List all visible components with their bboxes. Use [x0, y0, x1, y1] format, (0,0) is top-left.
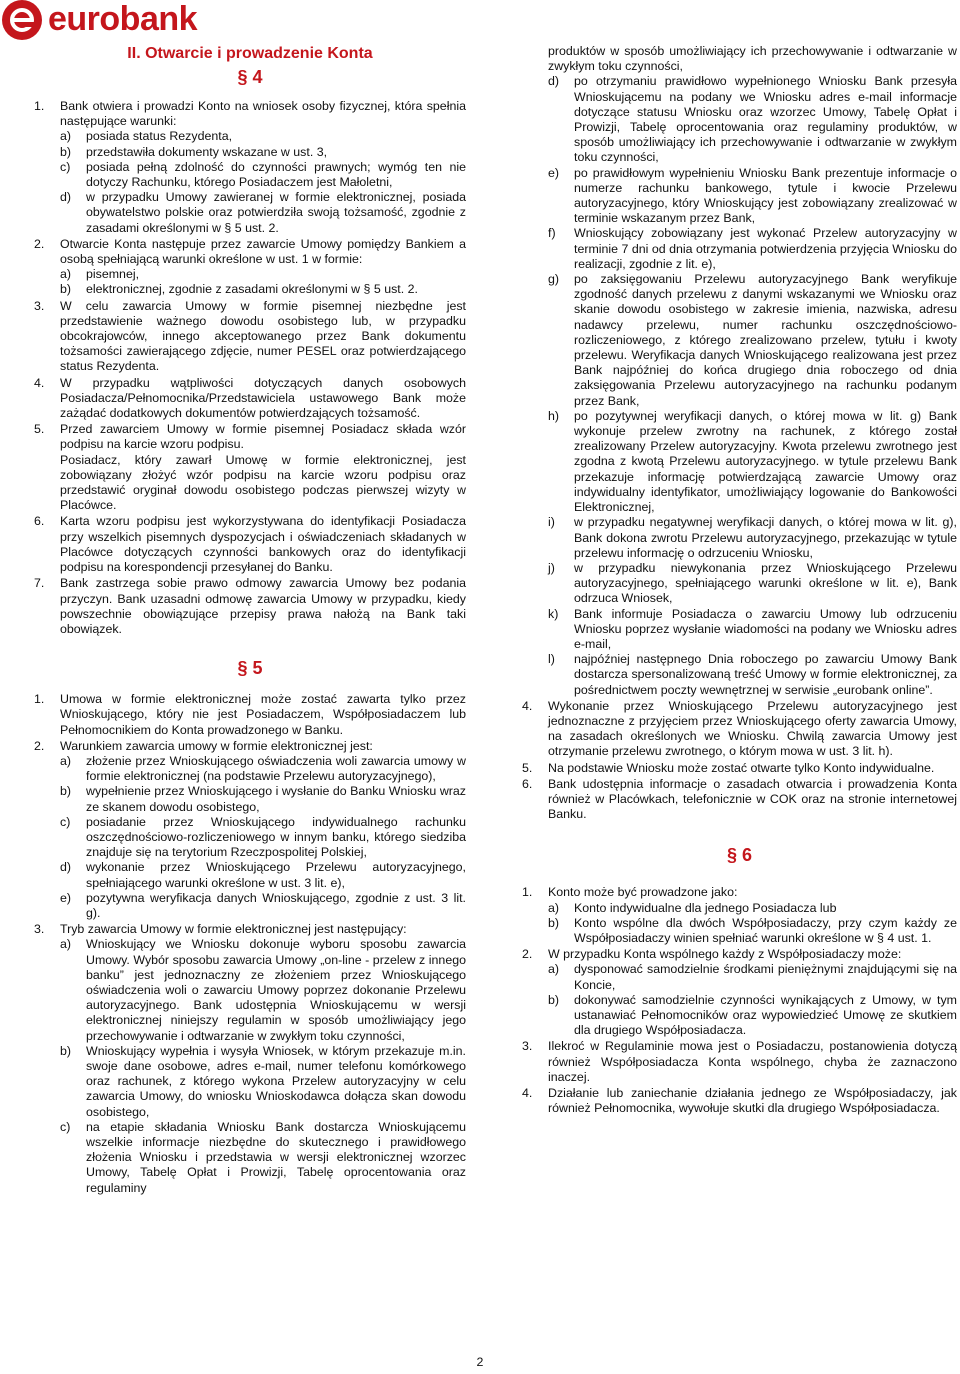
sub-item-letter: b): [548, 915, 560, 930]
list-item: [522, 777, 957, 823]
sub-item: [548, 226, 957, 272]
brand-name: eurobank: [48, 0, 198, 39]
item-number: 5.: [34, 422, 45, 437]
list-item: [34, 739, 466, 754]
sub-item-text: po prawidłowym wypełnieniu Wniosku Bank prezentuje informacje o numerze rachunku bankowego, tytule i kwocie Przelewu autoryzacyjnego, który Wnioskujący jest zobowiązany zrealizować w terminie wskazanym przez Bank,: [574, 165, 957, 226]
list-item: [34, 237, 466, 267]
item-number: 3.: [522, 1039, 533, 1054]
list-item: [522, 1039, 957, 1085]
item-number: 1.: [34, 99, 45, 113]
item-text: Ilekroć w Regulaminie mowa jest o Posiadaczu, postanowienia dotyczą również Współposiadacza Konta wspólnego, chyba że zaznaczono inaczej.: [548, 1039, 957, 1084]
eurobank-logo: [2, 0, 197, 40]
item-number: 1.: [522, 885, 533, 900]
eurobank-e-icon: [2, 0, 42, 40]
sub-item-letter: b): [60, 1043, 72, 1058]
list-item: [522, 761, 957, 776]
sub-item-text: posiadanie przez Wnioskującego indywidualnego rachunku oszczędnościowo-rozliczeniowego w innym banku, którego siedziba znajduje się na terytorium Rzeczpospolitej Polskiej,: [86, 814, 466, 860]
sub-item-text: w przypadku niewykonania przez Wnioskującego Przelewu autoryzacyjnego, spełniającego warunki określone w lit. e), Bank odrzuca Wniosek,: [574, 560, 957, 606]
item-number: 4.: [522, 1086, 533, 1100]
sub-item: [60, 937, 466, 1043]
sub-item-text: Wnioskujący zobowiązany jest wykonać Przelew autoryzacyjny w terminie 7 dni od dnia otrzymania potwierdzenia przyjęcia Wniosku do realizacji, zgodnie z lit. e),: [574, 226, 957, 271]
list-item: [34, 514, 466, 575]
page-number: 2: [476, 1355, 484, 1369]
item-number: 5.: [522, 760, 533, 775]
item-number: 2.: [522, 947, 533, 962]
sub-item: [60, 1120, 466, 1196]
list-item: [34, 692, 466, 738]
item-text: Bank udostępnia informacje o zasadach otwarcia i prowadzenia Konta również w Placówkach, telefonicznie w COK oraz na stronie internetowej Banku.: [548, 776, 957, 822]
section-5-body: [34, 692, 466, 1196]
sub-item: [548, 561, 957, 607]
sub-item-text: elektronicznej, zgodnie z zasadami określonymi w § 5 ust. 2.: [86, 282, 418, 297]
sub-item-letter: l): [548, 652, 555, 667]
item-number: 1.: [34, 692, 45, 707]
sub-item: [60, 815, 466, 861]
sub-item-letter: e): [548, 165, 560, 180]
item-text: Bank otwiera i prowadzi Konto na wniosek osoby fizycznej, która spełnia następujące warunki:: [60, 99, 466, 129]
sub-item-letter: i): [548, 515, 555, 530]
list-item: [34, 376, 466, 422]
sub-item: [548, 916, 957, 946]
item-text: Otwarcie Konta następuje przez zawarcie Umowy pomiędzy Bankiem a osobą spełniającą warunki określone w ust. 1 w formie:: [60, 236, 466, 267]
list-item: [34, 299, 466, 375]
section-5-sign: § 5: [237, 658, 263, 679]
item-number: 4.: [522, 698, 533, 713]
item-number: 3.: [34, 298, 45, 313]
item-number: 2.: [34, 236, 45, 251]
item-number: 6.: [34, 514, 45, 529]
item-text: Umowa w formie elektronicznej może zostać zawarta tylko przez Wnioskującego, który nie jest Posiadaczem, Współposiadaczem lub Pełnomocnikiem do Konta prowadzonego w Banku.: [60, 692, 466, 737]
sub-item: [60, 784, 466, 814]
list-item: [34, 576, 466, 637]
sub-item: [60, 190, 466, 236]
sub-item-text: najpóźniej następnego Dnia roboczego po zawarciu Umowy Bank dostarcza spersonalizowaną treść Umowy w formie elektronicznej, za pośrednictwem poczty wewnętrznej w serwisie „eurobank online”.: [574, 652, 957, 697]
right-column: [522, 44, 957, 1116]
sub-item-letter: d): [548, 74, 560, 89]
sub-item: [60, 1044, 466, 1120]
section-4-body: [34, 99, 466, 637]
sub-item-letter: a): [548, 900, 560, 915]
sub-item-text: Wnioskujący we Wniosku dokonuje wyboru sposobu zawarcia Umowy. Wybór sposobu zawarcia Umowy „on-line - przelew z innego banku” jest jednoznaczny ze złożeniem przez Wnioskującego oświadczenia woli o zawarciu Umowy poprzez dokonanie Przelewu autoryzacyjnego. Bank udostępnia Wnioskującemu w wersji elektronicznej niniejszy regulamin w sposób umożliwiający jego przechowywanie i odtwarzanie w zwykłym toku czynności,: [86, 937, 466, 1043]
section-6-sign: § 6: [726, 845, 753, 866]
sub-item: [60, 267, 466, 282]
sub-item: [60, 145, 466, 160]
sub-item-letter: a): [60, 937, 72, 952]
item-text: Karta wzoru podpisu jest wykorzystywana do identyfikacji Posiadacza przy wszelkich pisemnych dyspozycjach i oświadczeniach składanych w Placówce dotyczących czynności bankowych oraz do identyfikacji podpisu na korespondencji przesyłanej do Banku.: [60, 514, 466, 575]
chapter-title: II. Otwarcie i prowadzenie Konta: [127, 45, 373, 62]
sub-item-text: po otrzymaniu prawidłowo wypełnionego Wniosku Bank przesyła Wnioskującemu na podany we Wniosku adres e-mail informacje dotyczące statusu Wniosku oraz wzorzec Umowy, Tabelę Opłat i Prowizji, Tabelę oprocentowania oraz regulaminy produktów, w sposób umożliwiający ich przechowywanie i odtwarzanie w zwykłym toku czynności,: [574, 74, 957, 165]
sub-item: [60, 129, 466, 144]
sub-item-text: po pozytywnej weryfikacji danych, o której mowa w lit. g) Bank wykonuje przelew zwrotny na rachunek, z którego został zrealizowany Przelew autoryzacyjny. Kwota przelewu zwrotnego jest zgodna z kwotą Przelewu autoryzacyjnego. w tytule przelewu Bank przekazuje informację potwierdzającą zawarcie Umowy oraz indywidualny identyfikator, umożliwiający logowanie do Bankowości Elektronicznej,: [574, 408, 957, 515]
left-column: [34, 44, 466, 1196]
list-item: [522, 1086, 957, 1116]
sub-item: [60, 891, 466, 921]
sub-item-letter: b): [60, 784, 72, 799]
sub-item-text: posiada pełną zdolność do czynności prawnych; wymóg ten nie dotyczy Rachunku, którego Posiadaczem jest Małoletni,: [86, 159, 466, 190]
sub-item-text: Konto wspólne dla dwóch Współposiadaczy, przy czym każdy ze Współposiadaczy winien spełniać warunki określone w § 4 ust. 1.: [574, 915, 957, 945]
section-6-body: [522, 885, 957, 1116]
sub-item: [548, 901, 957, 916]
item-number: 7.: [34, 576, 45, 591]
sub-item: [60, 860, 466, 890]
sub-item-letter: c): [60, 159, 71, 174]
sub-item-text: wykonanie przez Wnioskującego Przelewu autoryzacyjnego, spełniającego warunki określone w ust. 3 lit. e),: [86, 860, 466, 890]
item-text: W przypadku Konta wspólnego każdy z Współposiadaczy może:: [548, 947, 902, 962]
sub-item-text: po zaksięgowaniu Przelewu autoryzacyjnego Bank weryfikuje zgodność danych przelewu z danymi wskazanymi we Wniosku oraz skanie dowodu osobistego w zakresie imienia, nazwiska, adresu nadawcy przelewu, numer rachunku oszczędnościowo-rozliczeniowego, z którego zrealizowano przelew, tytułu i kwoty przelewu. Weryfikacja danych Wnioskującego realizowana jest przez Bank najpóźniej do końca drugiego dnia roboczego od dnia zaksięgowania Przelewu autoryzacyjnego na rachunku podanym przez Bank,: [574, 272, 957, 408]
sub-item-text: w przypadku Umowy zawieranej w formie elektronicznej, posiada obywatelstwo polskie oraz potwierdziła swoją tożsamość, zgodnie z zasadami określonymi w § 5 ust. 2.: [86, 190, 466, 235]
sub-item-text: pisemnej,: [86, 267, 140, 282]
sub-item-letter: a): [548, 962, 560, 977]
item-number: 4.: [34, 375, 45, 390]
item-text: Na podstawie Wniosku może zostać otwarte tylko Konto indywidualne.: [548, 760, 935, 775]
sub-item: [548, 272, 957, 409]
item-text: Przed zawarciem Umowy w formie pisemnej Posiadacz składa wzór podpisu na karcie wzoru podpisu.: [60, 422, 466, 452]
list-item: [522, 699, 957, 760]
sub-item-letter: k): [548, 606, 559, 621]
sub-item-letter: b): [60, 282, 72, 297]
sub-item: [60, 754, 466, 784]
sub-item-letter: d): [60, 860, 72, 875]
sub-item-letter: g): [548, 272, 560, 287]
sub-item: [548, 962, 957, 992]
sub-item-text: dokonywać samodzielnie czynności wynikających z Umowy, w tym ustanawiać Pełnomocników oraz wypowiedzieć Umowę ze skutkiem dla drugiego Współposiadacza.: [574, 992, 957, 1038]
item-number: 3.: [34, 922, 45, 937]
sub-item-letter: h): [548, 408, 560, 423]
item-text: W celu zawarcia Umowy w formie pisemnej niezbędne jest przedstawienie ważnego dowodu osobistego lub, w przypadku obcokrajowców, innego akceptowanego przez Bank dokumentu tożsamości zawierającego zdjęcie, numer PESEL oraz potwierdzającego status Rezydenta.: [60, 298, 466, 374]
item-text: Wykonanie przez Wnioskującego Przelewu autoryzacyjnego jest jednoznaczne z przyjęciem przez Wnioskującego oferty zawarcia Umowy, na zasadach określonych we Wniosku. Chwilą zawarcia Umowy jest otrzymanie przelewu zwrotnego, o którym mowa w ust. 3 lit. h).: [548, 698, 957, 759]
sub-item-letter: j): [548, 560, 555, 575]
sub-item: [548, 993, 957, 1039]
list-item: [34, 422, 466, 452]
sub-item-letter: b): [548, 992, 560, 1007]
sub-item-text: przedstawiła dokumenty wskazane w ust. 3,: [86, 144, 328, 159]
sub-item-text: Wnioskujący wypełnia i wysyła Wniosek, w którym przekazuje m.in. swoje dane osobowe, adres e-mail, numer telefonu komórkowego oraz rachunek, z którego wykona Przelew autoryzacyjny w celu zawarcia Umowy, do wniosku Wnioskodawca dołącza skan dowodu osobistego,: [86, 1043, 466, 1119]
list-item: [522, 947, 957, 962]
sub-item: [548, 515, 957, 561]
item-text: W przypadku wątpliwości dotyczących danych osobowych Posiadacza/Pełnomocnika/Przedstawiciela ustawowego Bank może zażądać dodatkowych dokumentów potwierdzających tożsamość.: [60, 375, 466, 421]
sub-item-letter: d): [60, 190, 72, 205]
item-number: 6.: [522, 776, 533, 791]
sub-item-text: Konto indywidualne dla jednego Posiadacza lub: [574, 900, 837, 915]
sub-item-text: wypełnienie przez Wnioskującego i wysłanie do Banku Wniosku wraz ze skanem dowodu osobistego,: [86, 784, 466, 814]
sub-item: [60, 160, 466, 190]
sub-item-letter: a): [60, 267, 72, 282]
item-number: 2.: [34, 738, 45, 753]
sub-item-text: złożenie przez Wnioskującego oświadczenia woli zawarcia umowy w formie elektronicznej (na podstawie Przelewu autoryzacyjnego),: [86, 753, 466, 784]
continuation-text: produktów w sposób umożliwiający ich przechowywanie i odtwarzanie w zwykłym toku czynności,: [548, 44, 957, 74]
sub-item: [548, 166, 957, 227]
item-continuation: Posiadacz, który zawarł Umowę w formie elektronicznej, jest zobowiązany złożyć wzór podpisu na karcie wzoru podpisu oraz przedstawić oryginał dowodu osobistego podczas pierwszej wizyty w Placówce.: [60, 452, 466, 513]
sub-item-text: pozytywna weryfikacja danych Wnioskującego, zgodnie z ust. 3 lit. g).: [86, 890, 466, 920]
sub-item-text: posiada status Rezydenta,: [86, 129, 233, 144]
sub-item-letter: e): [60, 890, 72, 905]
sub-item-text: na etapie składania Wniosku Bank dostarcza Wnioskującemu wszelkie informacje niezbędne do skutecznego i prawidłowego złożenia Wniosku i przedstawia w wersji elektronicznej wzorzec Umowy, Tabelę Opłat i Prowizji, Tabelę oprocentowania oraz regulaminy: [86, 1119, 466, 1195]
sub-item: [548, 409, 957, 515]
section-5-items: [522, 699, 957, 823]
sub-item: [548, 607, 957, 653]
list-item: [522, 885, 957, 900]
sub-item-text: w przypadku negatywnej weryfikacji danych, o której mowa w lit. g), Bank dokona zwrotu Przelewu autoryzacyjnego, przekazując w tytule przelewu informację o odrzuceniu Wniosku,: [574, 515, 957, 560]
sub-item: [548, 652, 957, 698]
list-item: [34, 922, 466, 937]
item-text: Tryb zawarcia Umowy w formie elektronicznej jest następujący:: [60, 922, 407, 937]
sub-item-letter: a): [60, 129, 72, 144]
sub-item-letter: a): [60, 753, 72, 768]
item-text: Działanie lub zaniechanie działania jednego ze Współposiadaczy, jak również Pełnomocnika, wywołuje skutki dla drugiego Współposiadacza.: [548, 1086, 957, 1116]
sub-item-letter: c): [60, 1119, 71, 1134]
item-text: Konto może być prowadzone jako:: [548, 885, 738, 900]
list-item: [34, 99, 466, 129]
sub-item: [548, 74, 957, 165]
sub-item-text: dysponować samodzielnie środkami pieniężnymi znajdującymi się na Koncie,: [574, 962, 957, 992]
item-text: Warunkiem zawarcia umowy w formie elektronicznej jest:: [60, 738, 373, 753]
sub-item-letter: c): [60, 814, 71, 829]
sub-item-letter: f): [548, 226, 556, 241]
section-5-sub-items: [522, 74, 957, 697]
section-4-sign: § 4: [237, 67, 263, 87]
sub-item-text: Bank informuje Posiadacza o zawarciu Umowy lub odrzuceniu Wniosku poprzez wysłanie wiadomości na podany we Wniosku adres e-mail,: [574, 606, 957, 651]
item-text: Bank zastrzega sobie prawo odmowy zawarcia Umowy bez podania przyczyn. Bank uzasadni odmowę zawarcia Umowy w przypadku, kiedy powszechnie obowiązujące przepisy prawa nałożą na Bank taki obowiązek.: [60, 576, 466, 636]
sub-item: [60, 282, 466, 297]
sub-item-letter: b): [60, 144, 72, 159]
